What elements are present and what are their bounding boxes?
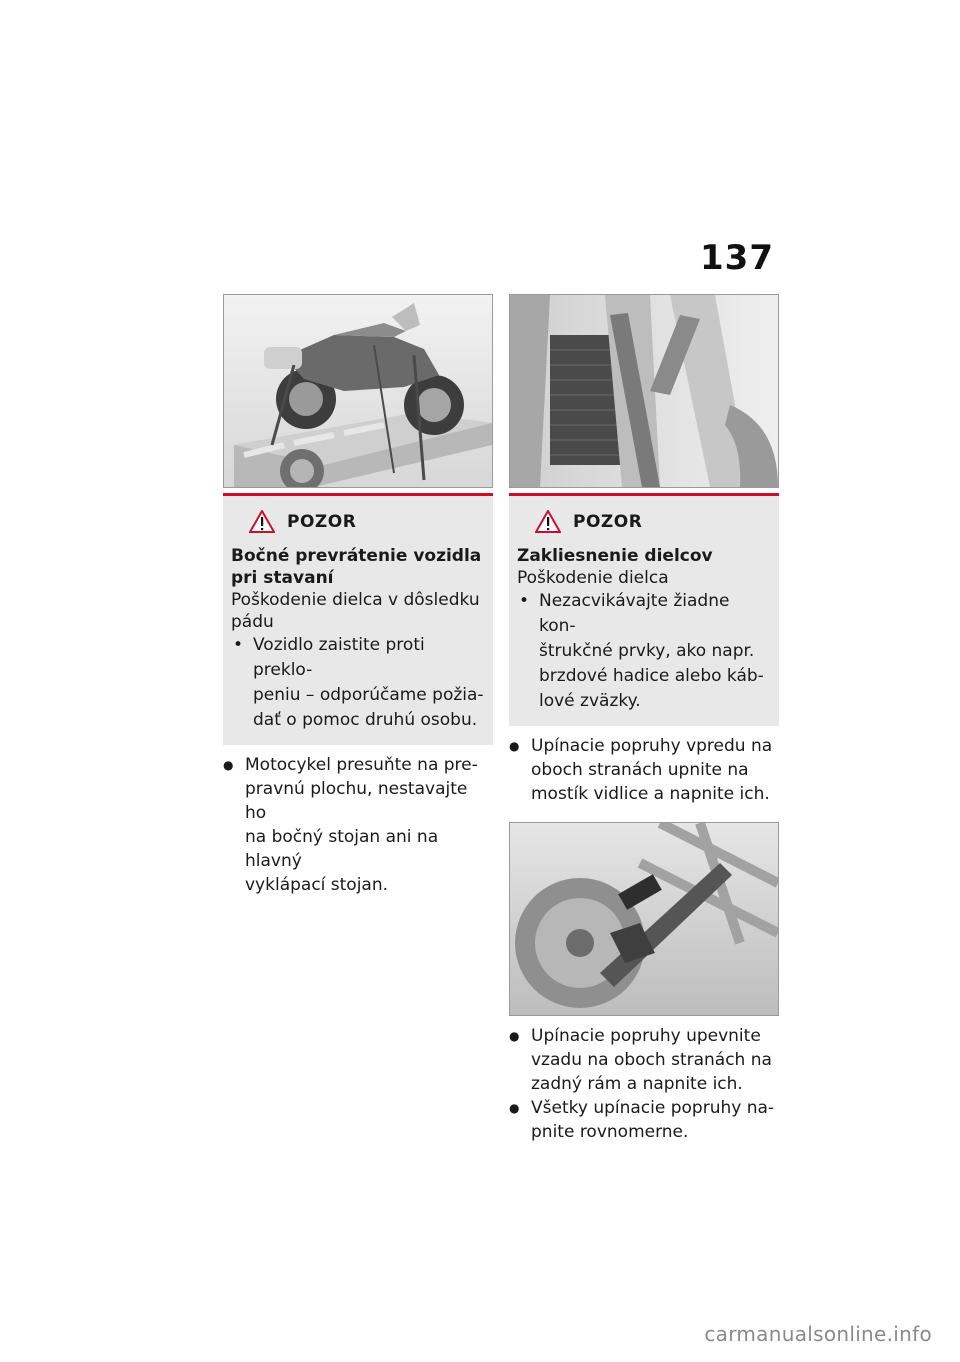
warning-measure-line: lové zväzky. (539, 691, 641, 711)
warning-measures (517, 589, 771, 714)
warning-measures (231, 633, 485, 733)
fork-strap-figure (509, 294, 779, 488)
instruction-list (509, 734, 779, 806)
warning-measure-line: dať o pomoc druhú osobu. (253, 710, 478, 730)
instruction-list (509, 1024, 779, 1144)
instruction-step (509, 1024, 779, 1096)
warning-triangle-icon (535, 510, 561, 533)
warning-measure-line: brzdové hadice alebo káb- (539, 666, 764, 686)
instruction-line: ● Všetky upínacie popruhy na- (531, 1098, 775, 1118)
warning-box (509, 493, 779, 726)
warning-measure-item (517, 589, 771, 714)
rear-frame-strap-figure (509, 822, 779, 1016)
motorcycle-on-trailer-illustration (224, 295, 492, 487)
warning-subject-line: Zakliesnenie dielcov (517, 546, 713, 566)
warning-header (249, 510, 485, 533)
instruction-line: pravnú plochu, nestavajte ho (245, 779, 468, 823)
warning-measure-line: štrukčné prvky, ako napr. (539, 641, 755, 661)
warning-header (535, 510, 771, 533)
warning-subject-line: pri stavaní (231, 568, 334, 588)
instruction-line: vzadu na oboch stranách na (531, 1050, 772, 1070)
warning-effect-line: Poškodenie dielca (517, 568, 669, 588)
right-column (509, 294, 779, 1144)
watermark: carmanualsonline.info (704, 1322, 932, 1346)
warning-subject (517, 545, 771, 567)
warning-subject-line: Bočné prevrátenie vozidla (231, 546, 482, 566)
warning-box (223, 493, 493, 745)
instruction-line: zadný rám a napnite ich. (531, 1074, 743, 1094)
instruction-list (223, 753, 493, 897)
warning-title: POZOR (287, 511, 357, 532)
instruction-step (509, 1096, 779, 1144)
warning-effect (231, 589, 485, 633)
warning-measure-line: • Nezacvikávajte žiadne kon- (539, 591, 730, 636)
warning-subject (231, 545, 485, 589)
instruction-step (223, 753, 493, 897)
warning-title: POZOR (573, 511, 643, 532)
warning-effect (517, 567, 771, 589)
instruction-line: vyklápací stojan. (245, 875, 389, 895)
instruction-line: pnite rovnomerne. (531, 1122, 689, 1142)
instruction-step (509, 734, 779, 806)
page-number: 137 (700, 238, 774, 278)
instruction-line: na bočný stojan ani na hlavný (245, 827, 439, 871)
instruction-line: ● Upínacie popruhy upevnite (531, 1026, 761, 1046)
motorcycle-on-trailer-figure (223, 294, 493, 488)
instruction-line: mostík vidlice a napnite ich. (531, 784, 770, 804)
warning-effect-line: pádu (231, 612, 274, 632)
instruction-line: ● Upínacie popruhy vpredu na (531, 736, 773, 756)
instruction-line: ● Motocykel presuňte na pre- (245, 755, 478, 775)
warning-triangle-icon (249, 510, 275, 533)
left-column (223, 294, 493, 897)
warning-measure-line: • Vozidlo zaistite proti preklo- (253, 635, 425, 680)
warning-measure-line: peniu – odporúčame požia- (253, 685, 484, 705)
fork-strap-illustration (510, 295, 778, 487)
rear-frame-strap-illustration (510, 823, 778, 1015)
warning-measure-item (231, 633, 485, 733)
instruction-line: oboch stranách upnite na (531, 760, 749, 780)
warning-effect-line: Poškodenie dielca v dôsledku (231, 590, 480, 610)
